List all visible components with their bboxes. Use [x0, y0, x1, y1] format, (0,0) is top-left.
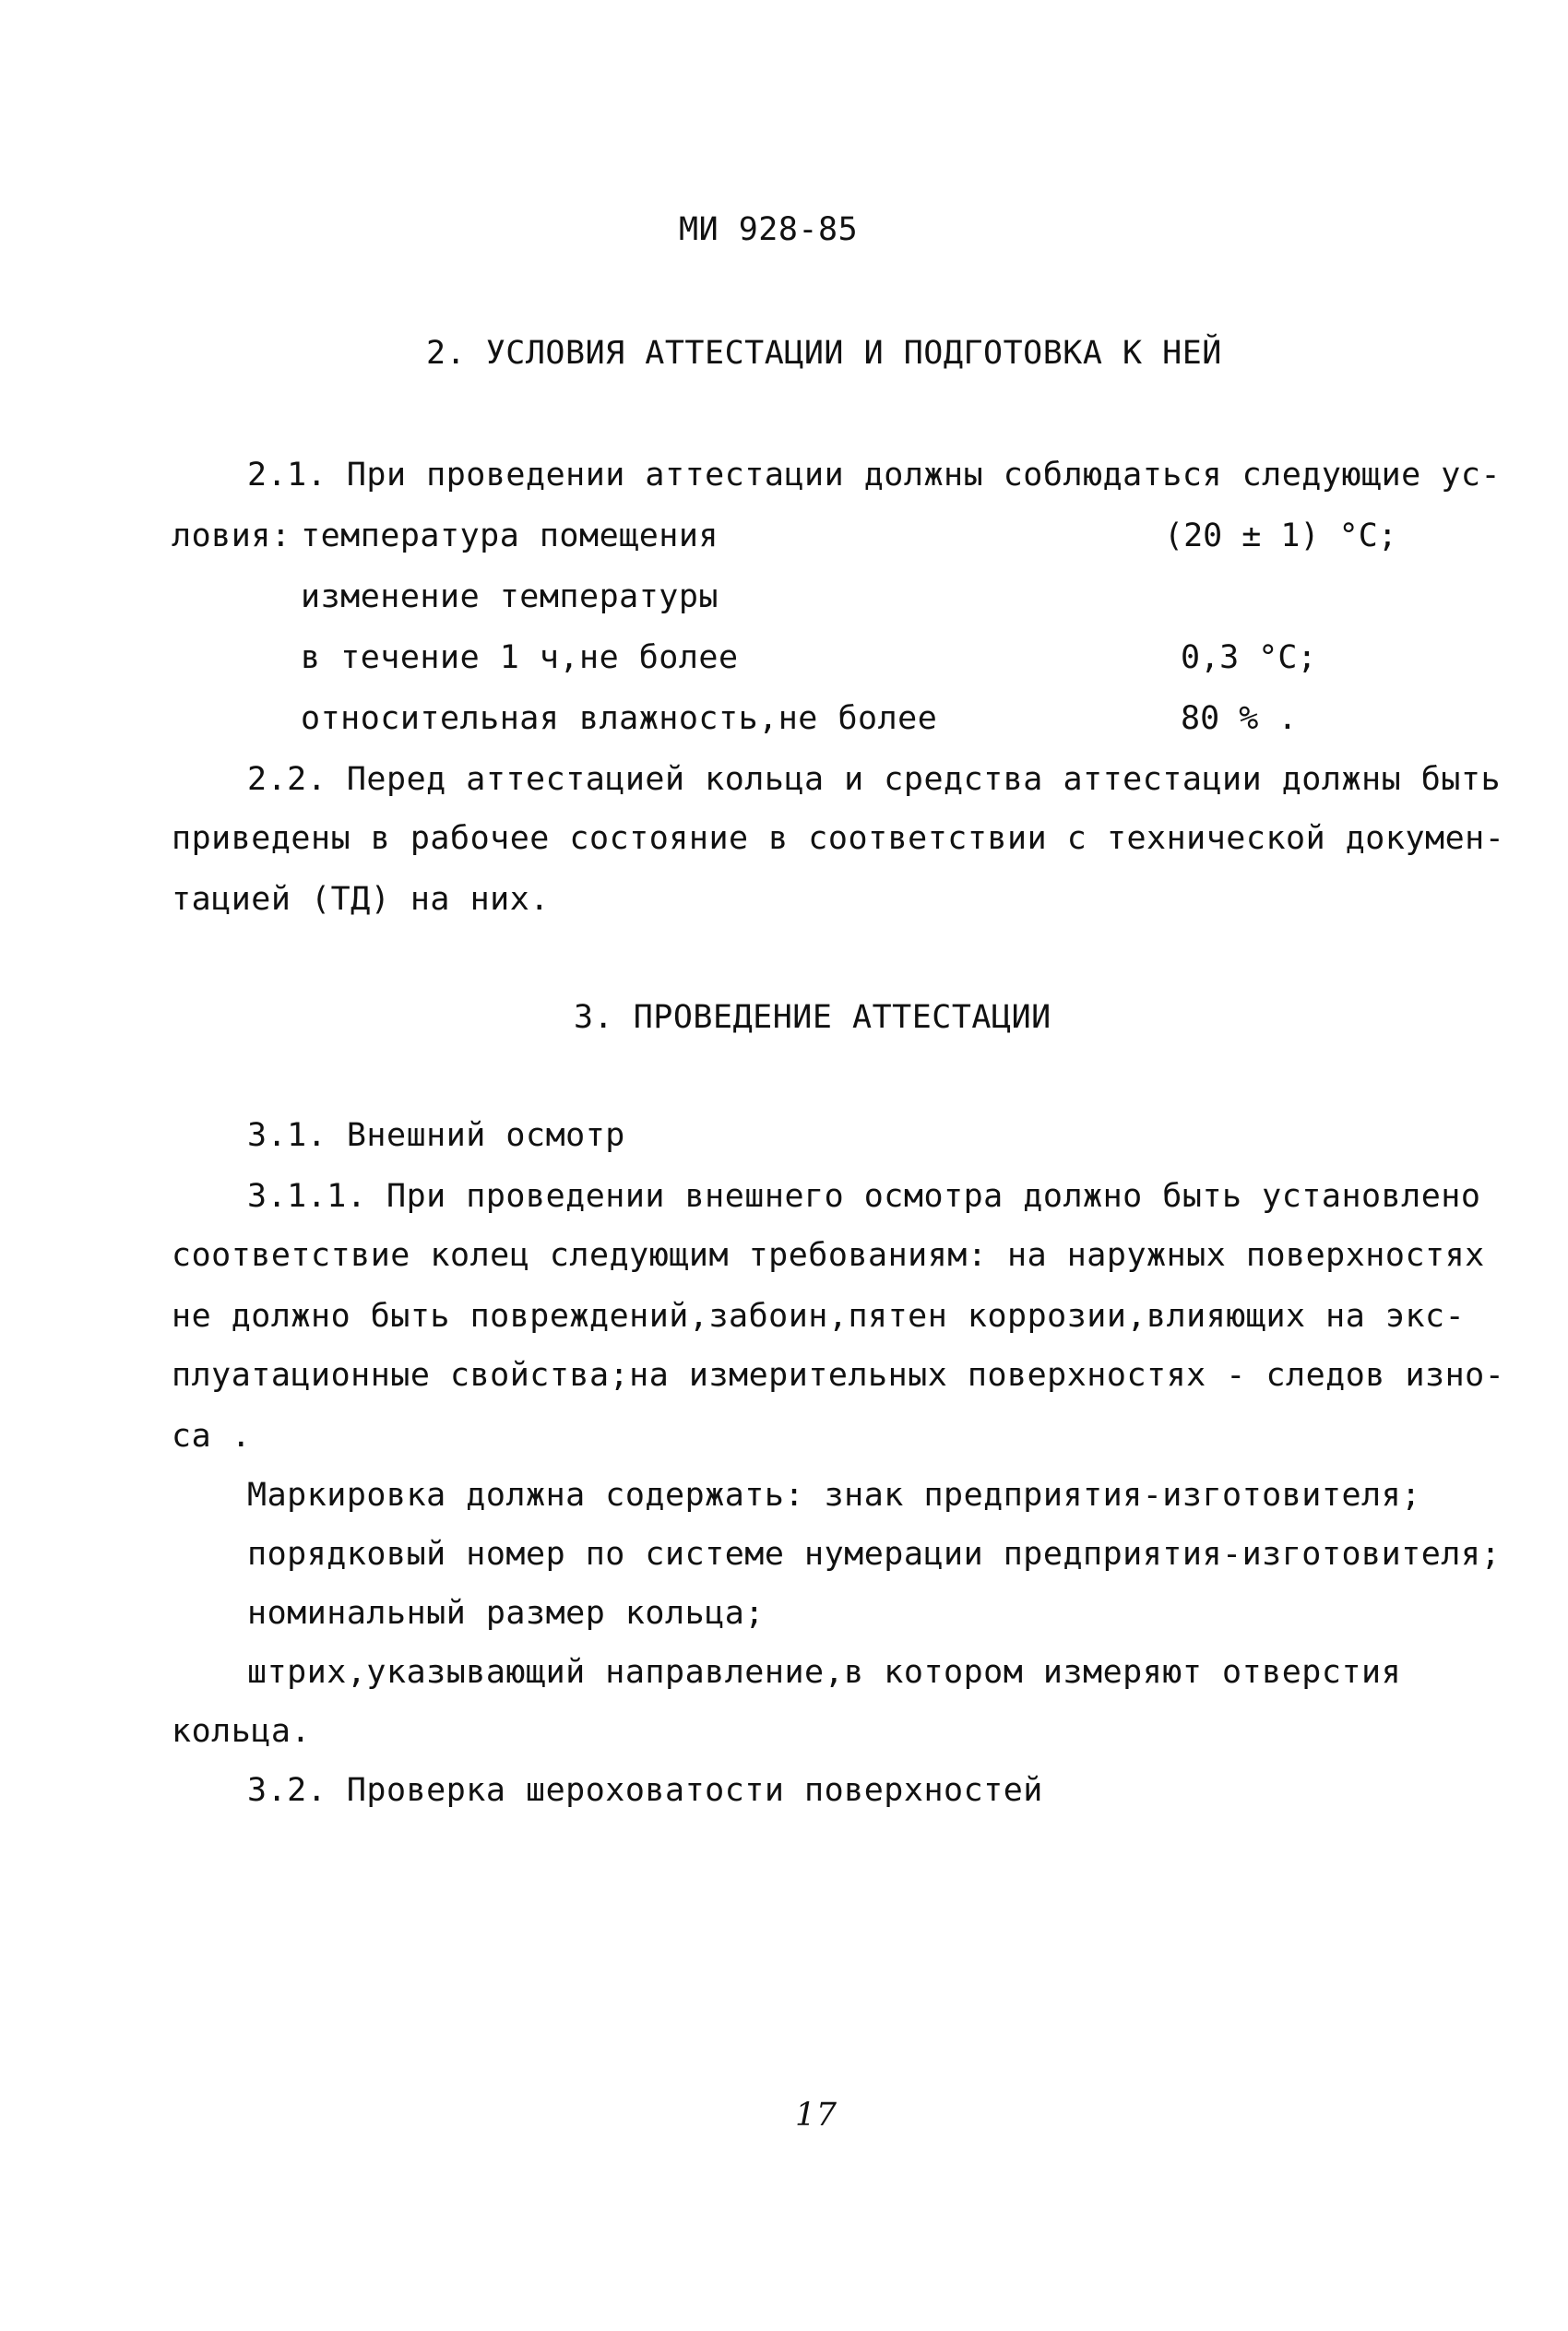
paragraph-3-1: 3.1. Внешний осмотр — [247, 1117, 625, 1154]
section-3-title: 3. ПРОВЕДЕНИЕ АТТЕСТАЦИИ — [574, 999, 1051, 1036]
paragraph-3-1-1-line: плуатационные свойства;на измерительных поверхностях - следов изно- — [172, 1357, 1505, 1394]
marking-line: кольца. — [172, 1713, 312, 1750]
paragraph-2-1-line-1: 2.1. При проведении аттестации должны соблюдаться следующие ус- — [247, 457, 1502, 494]
paragraph-3-1-1-line: не должно быть повреждений,забоин,пятен коррозии,влияющих на экс- — [172, 1298, 1466, 1335]
marking-line: номинальный размер кольца; — [247, 1595, 765, 1632]
condition-value: (20 ± 1) °С; — [1164, 517, 1397, 554]
condition-label: изменение температуры — [301, 578, 719, 615]
marking-line: штрих,указывающий направление,в котором измеряют отверстия — [247, 1654, 1402, 1691]
page-number: 17 — [795, 2097, 837, 2134]
paragraph-2-2-line: тацией (ТД) на них. — [172, 881, 550, 918]
condition-label: относительная влажность,не более — [301, 700, 938, 737]
paragraph-3-1-1-line: 3.1.1. При проведении внешнего осмотра должно быть установлено — [247, 1178, 1481, 1215]
section-2-title: 2. УСЛОВИЯ АТТЕСТАЦИИ И ПОДГОТОВКА К НЕЙ — [426, 335, 1222, 372]
condition-value: 0,3 °С; — [1181, 639, 1317, 676]
marking-line: порядковый номер по системе нумерации предприятия-изготовителя; — [247, 1536, 1502, 1573]
paragraph-3-2: 3.2. Проверка шероховатости поверхностей — [247, 1772, 1043, 1809]
paragraph-2-2-line: 2.2. Перед аттестацией кольца и средства аттестации должны быть — [247, 761, 1502, 798]
condition-label: температура помещения — [301, 517, 719, 554]
marking-line: Маркировка должна содержать: знак предприятия-изготовителя; — [247, 1477, 1421, 1514]
paragraph-2-1-prefix: ловия: — [172, 517, 291, 554]
condition-value: 80 % . — [1181, 700, 1298, 737]
document-code: МИ 928-85 — [679, 211, 859, 248]
condition-label: в течение 1 ч,не более — [301, 639, 739, 676]
paragraph-3-1-1-line: соответствие колец следующим требованиям: на наружных поверхностях — [172, 1237, 1485, 1274]
paragraph-3-1-1-line: са . — [172, 1418, 252, 1455]
paragraph-2-2-line: приведены в рабочее состояние в соответствии с технической докумен- — [172, 820, 1505, 857]
